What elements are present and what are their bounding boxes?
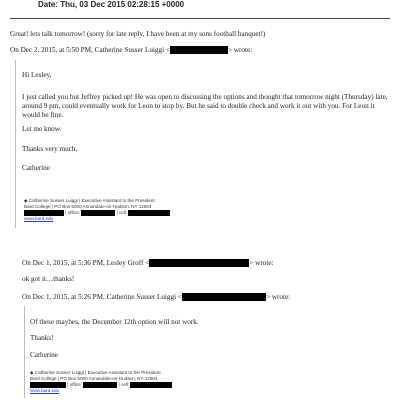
- quote1-let-me-know: Let me know.: [22, 125, 62, 133]
- signature2-website-link[interactable]: www.bard.edu: [30, 388, 60, 393]
- header-divider: [10, 18, 390, 19]
- quote3-signoff-name: Catherine: [30, 351, 58, 359]
- signature1-cell-label: | cell:: [116, 210, 128, 216]
- quote1-attribution-prefix: On Dec 2, 2015, at 5:50 PM, Catherine Susser Luiggi <: [10, 46, 170, 54]
- signature2-cell-label: | cell:: [118, 382, 130, 388]
- reply-body: Great! lets talk tomorrow! (sorry for late reply, I have been at my sons football banquet!): [10, 30, 266, 38]
- quote3-thanks: Thanks!: [30, 334, 54, 342]
- quote3-attribution: [22, 293, 290, 302]
- quote2-body: ok got it…thanks!: [22, 275, 75, 283]
- redacted-email: [182, 293, 266, 301]
- quote1-paragraph: I just called you but Jeffrey picked up! He was open to discussing the options and thought that tomorrow night (Thursday) late, around 9 pm, could eventually work for Leon to stop by. But he said to double check and work it out with you. For Leon it would be fine.: [22, 93, 388, 119]
- signature1-line2: Bard College | PO Box 5000 Annandale-on-Hudson, NY 12504: [24, 204, 152, 209]
- redacted-phone: [130, 382, 172, 388]
- quote3-body: Of these maybes, the December 12th option will not work.: [30, 318, 199, 326]
- quote3-attribution-prefix: On Dec 1, 2015, at 5:26 PM, Catherine Susser Luiggi <: [22, 293, 182, 301]
- redacted-phone: [83, 382, 117, 388]
- signature1-office-label: | office:: [65, 210, 80, 216]
- signature1-line1: ◆ Catherine Susser Luiggi | Executive Assistant to the President: [24, 198, 155, 203]
- date-line: Date: Thu, 03 Dec 2015 02:28:15 +0000: [38, 0, 185, 9]
- quote2-attribution-prefix: On Dec 1, 2015, at 5:36 PM, Lesley Groff <: [22, 259, 150, 267]
- quote1-greeting: Hi Lesley,: [22, 71, 52, 79]
- redacted-phone: [81, 210, 115, 216]
- signature2-office-label: | office:: [67, 382, 82, 388]
- signature1-website-link[interactable]: www.bard.edu: [24, 216, 54, 221]
- signature2-line1: ◆ Catherine Susser Luiggi | Executive Assistant to the President: [30, 370, 161, 375]
- quote3-attribution-suffix: > wrote:: [265, 293, 291, 301]
- redacted-phone: [128, 210, 170, 216]
- signature2-line2: Bard College | PO Box 5000 Annandale-on-Hudson, NY 12504: [30, 376, 158, 381]
- quote-bar: [15, 60, 16, 228]
- quote1-signoff-name: Catherine: [22, 164, 50, 172]
- quote-bar: [24, 306, 25, 398]
- quote1-thanks: Thanks very much,: [22, 145, 78, 153]
- quote1-attribution: [10, 46, 252, 55]
- quote2-attribution-suffix: > wrote:: [249, 259, 274, 267]
- redacted-email: [170, 46, 228, 54]
- quote1-attribution-suffix: > wrote:: [227, 46, 253, 54]
- redacted-email: [149, 259, 249, 267]
- quote2-attribution: [22, 259, 274, 268]
